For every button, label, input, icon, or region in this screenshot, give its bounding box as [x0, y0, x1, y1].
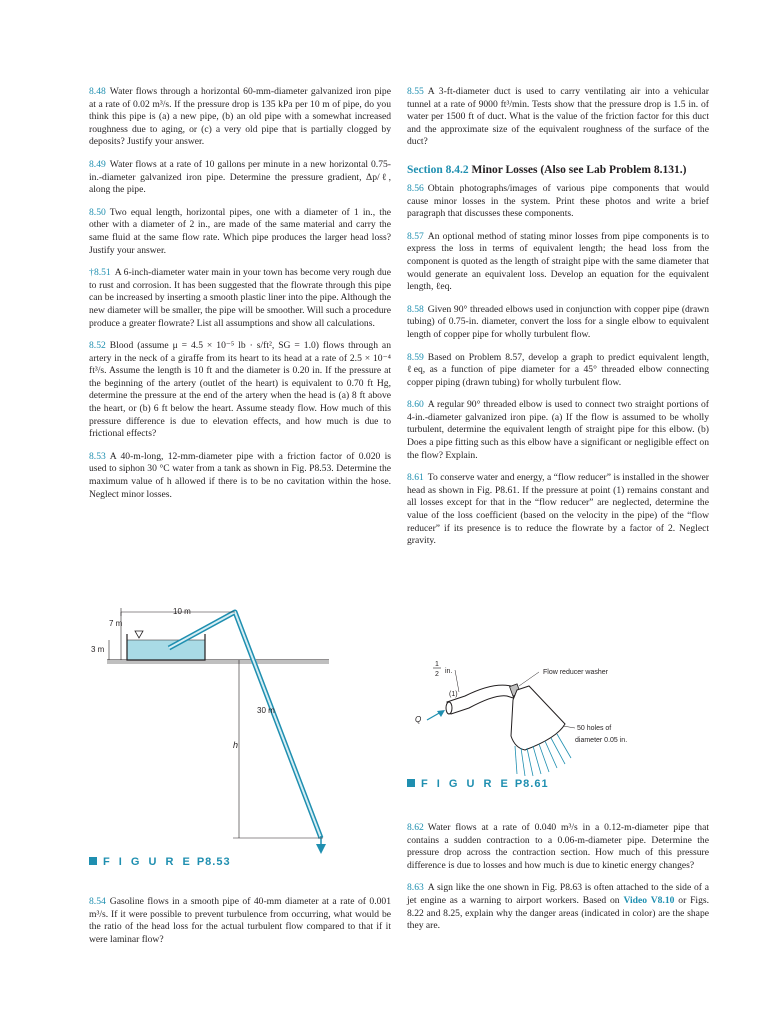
problem-number: 8.62 — [407, 822, 424, 833]
caption-word: F I G U R E — [103, 856, 193, 868]
problem-8-56 — [407, 183, 709, 221]
figure-p8-61-caption — [407, 778, 549, 790]
caption-number: P8.61 — [514, 778, 549, 790]
problem-text: Water flows at a rate of 10 gallons per minute in a new horizontal 0.75-in.-diameter galvanized iron pipe. Determine the pressure gradient, Δp/ℓ, along the pipe. — [89, 158, 391, 196]
label-half-denominator: 2 — [435, 671, 439, 678]
problem-number: 8.53 — [89, 450, 106, 462]
problem-text: Water flows through a horizontal 60-mm-diameter galvanized iron pipe at a rate of 0.02 m³/s. If the pressure drop is 135 kPa per 10 m of pipe, do you think this pipe is (a) a new pipe, (b) an old pipe with a somewhat increased roughness due to aging, or (c) a very old pipe that is partially clogged by deposits? Justify your answer. — [89, 86, 391, 148]
figure-p8-53-caption — [89, 856, 231, 868]
label-inch: in. — [445, 668, 453, 675]
caption-word: F I G U R E — [421, 778, 511, 790]
figure-p8-61 — [407, 652, 709, 782]
problem-text: A 40-m-long, 12-mm-diameter pipe with a friction factor of 0.020 is used to siphon 30 °C water from a tank as shown in Fig. P8.53. Determine the maximum value of h allowed if there is to be no cavitation within the hose. Neglect minor losses. — [89, 450, 391, 500]
left-problem-list — [89, 86, 391, 501]
problem-text: A 6-inch-diameter water main in your town has become very rough due to rust and corrosion. It has been suggested that the flowrate through this pipe can be increased by inserting a smooth plastic liner into the pipe. Although the new diameter will be smaller, the pipe will be smoother. Will such a procedure produce a greater flowrate? List all assumptions and show all calculations. — [89, 267, 391, 329]
problem-text: To conserve water and energy, a “flow reducer” is installed in the shower head as shown in Fig. P8.61. If the pressure at point (1) remains constant and all losses except for that in the “flow reducer” are neglected, determine the value of the loss coefficient (based on the velocity in the pipe) of the “flow reducer” if its presence is to reduce the flowrate by a factor of 2. Neglect gravity. — [407, 472, 709, 547]
label-holes-1: 50 holes of — [577, 725, 612, 732]
label-10m: 10 m — [173, 607, 191, 616]
washer-leader — [519, 672, 539, 686]
holes-leader — [563, 726, 575, 728]
label-7m: 7 m — [109, 619, 123, 628]
label-h: h — [233, 740, 239, 750]
section-heading — [407, 163, 709, 177]
problem-number: 8.50 — [89, 206, 106, 218]
problem-number: 8.63 — [407, 882, 424, 894]
shower-head — [511, 686, 565, 750]
problem-8-49 — [89, 159, 391, 197]
problem-8-61 — [407, 472, 709, 548]
problem-8-53 — [89, 451, 391, 501]
outlet-arrow-head — [316, 844, 326, 854]
shower-pipe — [447, 685, 517, 714]
problem-text: Gasoline flows in a smooth pipe of 40-mm diameter at a rate of 0.001 m³/s. If it were possible to prevent turbulence from occurring, what would be the ratio of the head loss for the actual turbulent flow compared to that if it were laminar flow? — [89, 896, 391, 945]
problem-8-48 — [89, 86, 391, 149]
problem-number: 8.55 — [407, 86, 424, 97]
problem-text: Obtain photographs/images of various pipe components that would cause minor losses in the system. Print these photos and write a brief paragraph that discusses these components. — [407, 182, 709, 220]
problem-number: 8.58 — [407, 303, 424, 315]
problem-8-60 — [407, 399, 709, 462]
problem-text: An optional method of stating minor losses from pipe components is to express the loss in terms of equivalent length; the head loss from the component is quoted as the length of straight pipe with the same diameter that would generate an equivalent loss. Develop an equation for the equivalent length, ℓeq. — [407, 230, 709, 293]
caption-number: P8.53 — [196, 856, 231, 868]
problem-text-post: or Figs. 8.22 and 8.25, explain why the danger areas (indicated in color) are the shape they are. — [407, 894, 710, 932]
problem-number: 8.54 — [89, 896, 106, 907]
problem-number: 8.49 — [89, 158, 106, 170]
label-Q: Q — [415, 715, 422, 724]
problem-8-58 — [407, 304, 709, 342]
label-washer: Flow reducer washer — [543, 669, 608, 676]
label-3m: 3 m — [91, 645, 105, 654]
problem-8-52 — [89, 340, 391, 441]
problem-text: Based on Problem 8.57, develop a graph to predict equivalent length, ℓeq, as a function of pipe diameter for a 45° threaded elbow connecting copper piping (drawn tubing) for wholly turbulent flow. — [407, 351, 709, 388]
problem-8-51 — [89, 267, 391, 330]
problem-8-55 — [407, 86, 709, 149]
problem-8-57 — [407, 231, 709, 294]
problem-text: A regular 90° threaded elbow is used to connect two straight portions of 4-in.-diameter galvanized iron pipe. (a) If the flow is assumed to be wholly turbulent, determine the equivalent length of straight pipe for this elbow. (b) Does a pipe fitting such as this elbow have a significant or negligible effect on the flow? Explain. — [407, 399, 709, 461]
left-column — [89, 86, 391, 511]
dim-half-in-line — [455, 670, 459, 692]
label-half-numerator: 1 — [435, 661, 439, 668]
label-holes-2: diameter 0.05 in. — [575, 737, 628, 744]
right-column — [407, 86, 709, 558]
problem-8-50 — [89, 207, 391, 257]
video-link[interactable]: Video V8.10 — [623, 894, 675, 906]
problem-8-62 — [407, 822, 709, 872]
problem-number: 8.59 — [407, 351, 424, 363]
tank-water — [127, 640, 205, 660]
label-30m: 30 m — [257, 706, 275, 715]
caption-square-icon — [407, 779, 415, 787]
problem-number: 8.52 — [89, 340, 106, 352]
problem-number: 8.57 — [407, 230, 424, 242]
label-point-1: (1) — [449, 691, 458, 698]
figure-p8-53 — [89, 598, 391, 860]
problem-number: 8.61 — [407, 472, 424, 484]
problem-text-pre: A sign like the one shown in Fig. P8.63 is often attached to the side of a jet engine as a warning to airport workers. Based on — [407, 882, 709, 906]
problem-number: 8.60 — [407, 399, 424, 411]
problem-8-63 — [407, 882, 709, 932]
caption-square-icon — [89, 857, 97, 865]
problem-number: 8.56 — [407, 182, 424, 194]
problem-text: Given 90° threaded elbows used in conjunction with copper pipe (drawn tubing) of 0.75-in. diameter, convert the loss for a single elbow to equivalent length of copper pipe for wholly turbulent flow. — [407, 303, 709, 340]
problem-number: †8.51 — [89, 267, 111, 279]
pipe-opening — [446, 702, 452, 714]
section-title-text: Minor Losses (Also see Lab Problem 8.131.) — [471, 163, 687, 176]
free-surface-symbol — [135, 631, 143, 638]
problem-text: Two equal length, horizontal pipes, one with a diameter of 1 in., the other with a diameter of 2 in., are made of the same material and carry the same fluid at the same flow rate. Which pipe produces the larger head loss? Justify your answer. — [89, 206, 391, 256]
problem-number: 8.48 — [89, 86, 106, 97]
problem-text: Blood (assume μ = 4.5 × 10⁻⁵ lb · s/ft², SG = 1.0) flows through an artery in the neck of a giraffe from its heart to its head at a rate of 2.5 × 10⁻⁴ ft³/s. Assume the length is 10 ft and the diameter is 0.20 in. If the pressure at the beginning of the artery (outlet of the heart) is equivalent to 0.70 ft Hg, determine the pressure at the end of the artery when the head is (a) 8 ft above the heart, or (b) 6 ft below the heart. Assume steady flow. How much of this pressure difference is due to elevation effects, and how much is due to frictional effects? — [89, 340, 391, 440]
right-bottom-problems — [407, 822, 709, 943]
problem-text: Water flows at a rate of 0.040 m³/s in a 0.12-m-diameter pipe that contains a sudden contraction to a 0.06-m-diameter pipe. Determine the pressure drop across the contraction section. How much of this pressure difference is due to losses and how much is due to kinetic energy changes? — [407, 822, 709, 871]
problem-text: A 3-ft-diameter duct is used to carry ventilating air into a vehicular tunnel at a rate of 9000 ft³/min. Tests show that the pressure drop is 1.5 in. of water per 1500 ft of duct. What is the value of the friction factor for this duct and the approximate size of the equivalent roughness of the surface of the duct? — [407, 86, 709, 148]
section-number: Section 8.4.2 — [407, 163, 469, 176]
problem-8-54 — [89, 896, 391, 946]
problem-8-59 — [407, 352, 709, 390]
